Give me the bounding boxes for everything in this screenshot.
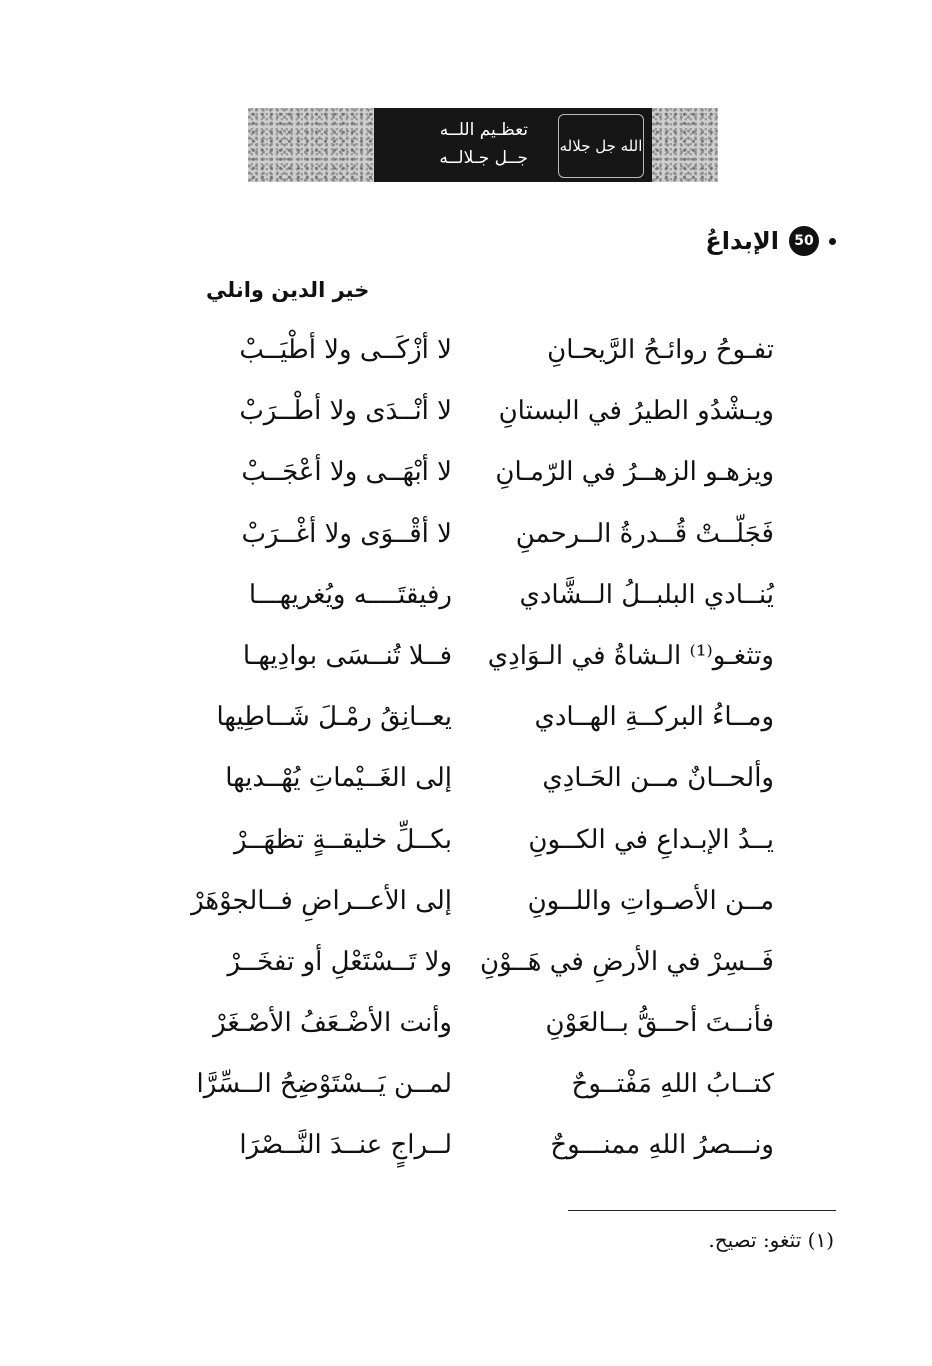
verse-first-hemistich: يــدُ الإبـداعِ في الكــونِ [528, 824, 774, 855]
verse [200, 387, 774, 448]
verse-first-hemistich: يُنــادي البلبــلُ الــشَّادي [519, 579, 774, 610]
verse-second-hemistich: إلى الأعــراضِ فــالجوْهَرْ [191, 885, 452, 916]
verse-first-hemistich: فَجَلّــتْ قُــدرةُ الــرحمنِ [515, 518, 774, 549]
verse-second-hemistich: رفيقتَــــه ويُغريهـــا [248, 579, 452, 610]
poem-body [191, 326, 774, 1183]
verse-second-hemistich: لا أبْهَــى ولا أعْجَــبْ [241, 457, 452, 488]
bullet-dot-icon [829, 238, 836, 245]
verse [200, 816, 774, 877]
verse [200, 999, 774, 1060]
banner-texture-left [248, 108, 374, 182]
footnote-divider [568, 1210, 836, 1211]
banner-texture-right [652, 108, 718, 182]
banner-title-line1: تعظـيم اللــه [439, 120, 528, 140]
verse-second-hemistich: فــلا تُنــسَى بوادِيهـا [242, 640, 452, 671]
banner-title-box [374, 108, 652, 182]
verse-first-hemistich: فأنــتَ أحــقُّ بــالعَوْنِ [545, 1008, 774, 1039]
verse [200, 754, 774, 815]
verse-first-hemistich: كتــابُ اللهِ مَفْتــوحٌ [571, 1069, 774, 1100]
verse-second-hemistich: لا أقْــوَى ولا أغْــرَبْ [241, 518, 452, 549]
allah-calligraphy-emblem [558, 114, 644, 178]
verse [200, 1121, 774, 1182]
verse-second-hemistich: لمــن يَــسْتَوْضِحُ الــسِّرَّا [196, 1069, 452, 1100]
verse [200, 448, 774, 509]
verse-first-hemistich: ومــاءُ البركــةِ الهــادي [534, 702, 774, 733]
verse-second-hemistich: وأنت الأضْـعَفُ الأصْـغَرْ [213, 1008, 452, 1039]
verse [200, 632, 774, 693]
poem-number-badge: 50 [789, 226, 819, 256]
poem-title: الإبداعُ [705, 227, 779, 255]
verse [200, 693, 774, 754]
verse [200, 938, 774, 999]
verse [200, 571, 774, 632]
verse-second-hemistich: لا أزْكَــى ولا أطْيَــبْ [239, 335, 452, 365]
poem-heading [536, 226, 836, 256]
verse-second-hemistich: ولا تَــسْتَعْلِ أو تفخَــرْ [227, 946, 452, 977]
verse-first-hemistich: تفـوحُ روائـحُ الرَّيحـانِ [547, 335, 774, 365]
verse-first-hemistich: فَــسِرْ في الأرضِ في هَــوْنِ [480, 946, 774, 977]
verse-first-hemistich: ويزهـو الزهــرُ في الرّمـانِ [495, 457, 774, 488]
verse-first-hemistich: مــن الأصـواتِ واللــونِ [527, 885, 774, 916]
header-banner [248, 108, 718, 182]
verse-second-hemistich: لــراجٍ عنــدَ النَّــصْرَا [239, 1130, 452, 1161]
verse-second-hemistich: لا أنْــدَى ولا أطْــرَبْ [239, 396, 452, 427]
verse-first-hemistich: ونـــصرُ اللهِ ممنـــوحٌ [550, 1130, 774, 1161]
verse [200, 326, 774, 387]
verse [200, 510, 774, 571]
verse-second-hemistich: بكــلِّ خليقــةٍ تظهَــرْ [233, 824, 452, 855]
verse [191, 877, 774, 938]
verse-second-hemistich: يعــانِقُ رمْـلَ شَــاطِيها [216, 702, 452, 733]
poet-name: خير الدين وانلي [206, 278, 370, 302]
verse-first-hemistich: ويـشْدُو الطيرُ في البستانِ [498, 396, 774, 427]
verse-first-hemistich: وتثغـو⁽¹⁾ الـشاةُ في الـوَادِي [487, 640, 774, 671]
verse-second-hemistich: إلى الغَــيْماتِ يُهْــديها [225, 763, 452, 794]
banner-title-line2: جــل جـلالــه [439, 148, 528, 168]
footnote: (١) تثغو: تصيح. [708, 1228, 834, 1252]
verse [196, 1060, 774, 1121]
verse-first-hemistich: وألحــانٌ مــن الحَـادِي [542, 763, 774, 794]
emblem-text: الله جل جلاله [559, 137, 643, 155]
